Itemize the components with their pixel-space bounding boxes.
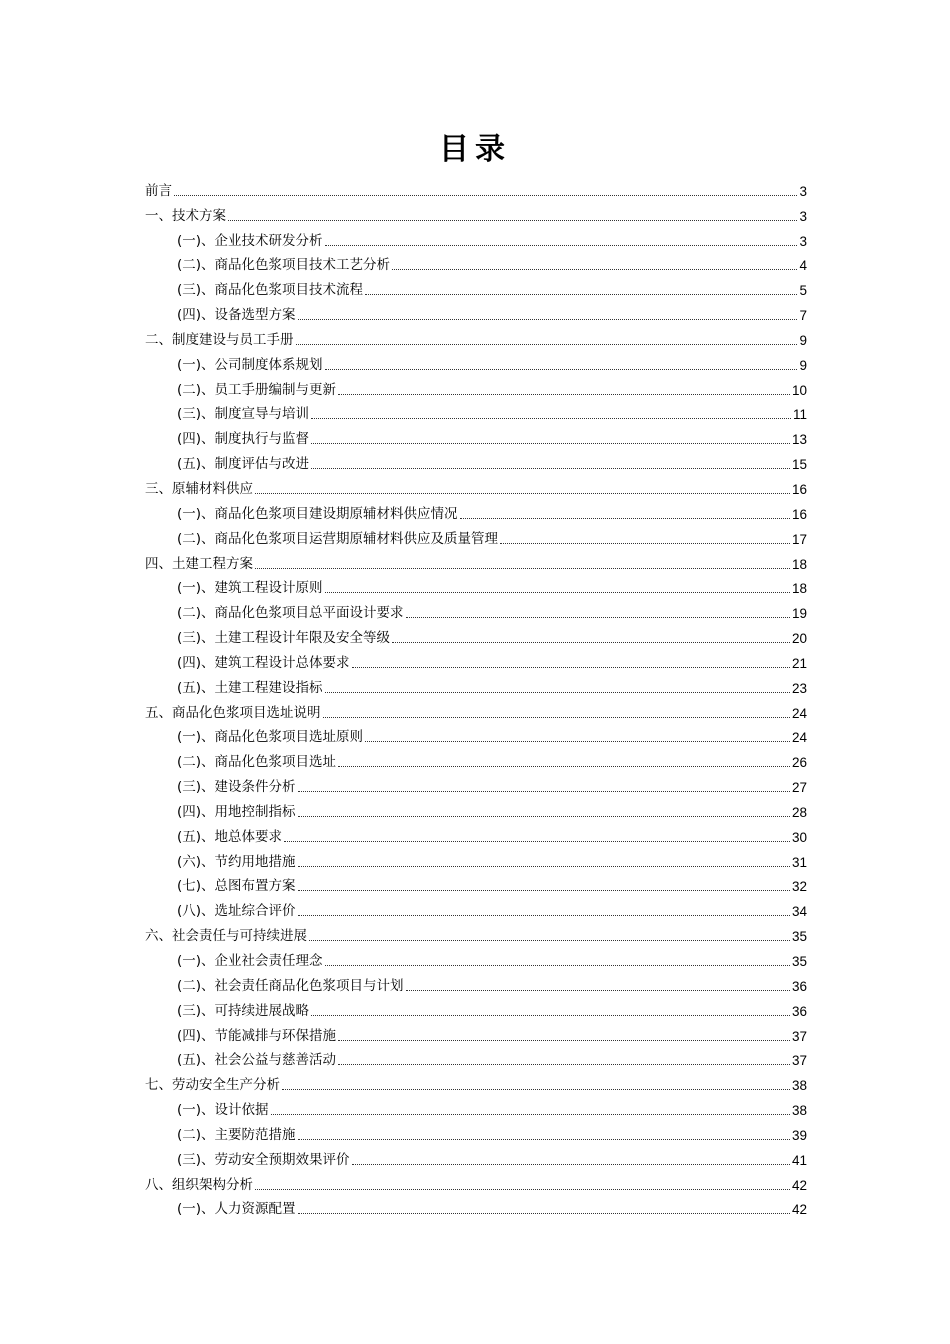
dot-leader xyxy=(298,1139,790,1140)
dot-leader xyxy=(323,717,790,718)
toc-subentry[interactable] xyxy=(145,773,807,798)
toc-subentry[interactable] xyxy=(145,1121,807,1146)
dot-leader xyxy=(338,766,790,767)
toc-subentry[interactable] xyxy=(145,1146,807,1171)
dot-leader xyxy=(325,692,790,693)
toc-page-number: 27 xyxy=(791,780,807,796)
dot-leader xyxy=(406,617,790,618)
toc-subentry[interactable] xyxy=(145,873,807,898)
toc-subentry[interactable] xyxy=(145,301,807,326)
toc-subentry[interactable] xyxy=(145,624,807,649)
toc-entry-title: 七、劳动安全生产分析 xyxy=(145,1077,280,1094)
toc-entry-title: (二)、主要防范措施 xyxy=(177,1126,296,1143)
dot-leader xyxy=(406,990,790,991)
toc-entry-title: (三)、可持续进展战略 xyxy=(177,1002,310,1019)
toc-subentry[interactable] xyxy=(145,748,807,773)
toc-page-number: 38 xyxy=(791,1103,807,1119)
toc-subentry[interactable] xyxy=(145,1196,807,1221)
dot-leader xyxy=(255,1189,790,1190)
toc-subentry[interactable] xyxy=(145,425,807,450)
toc-page-number: 35 xyxy=(791,929,807,945)
toc-entry[interactable] xyxy=(145,550,807,575)
toc-entry-title: (三)、商品化色浆项目技术流程 xyxy=(177,282,364,299)
toc-subentry[interactable] xyxy=(145,1047,807,1072)
dot-leader xyxy=(338,1064,790,1065)
toc-entry[interactable] xyxy=(145,922,807,947)
toc-page-number: 7 xyxy=(799,308,807,324)
toc-entry[interactable] xyxy=(145,202,807,227)
toc-page-number: 3 xyxy=(799,233,807,249)
dot-leader xyxy=(298,816,790,817)
dot-leader xyxy=(311,443,790,444)
toc-entry-title: (五)、土建工程建设指标 xyxy=(177,679,323,696)
toc-page-number: 18 xyxy=(791,581,807,597)
toc-subentry[interactable] xyxy=(145,500,807,525)
toc-entry-title: (四)、设备选型方案 xyxy=(177,307,296,324)
toc-page-number: 37 xyxy=(791,1053,807,1069)
toc-page-number: 41 xyxy=(791,1152,807,1168)
toc-subentry[interactable] xyxy=(145,1022,807,1047)
dot-leader xyxy=(228,220,797,221)
toc-entry-title: (三)、制度宣导与培训 xyxy=(177,406,310,423)
toc-page-number: 16 xyxy=(791,506,807,522)
toc-entry-title: (二)、员工手册编制与更新 xyxy=(177,381,337,398)
toc-page-number: 16 xyxy=(791,481,807,497)
toc-entry[interactable] xyxy=(145,177,807,202)
toc-entry-title: (二)、商品化色浆项目总平面设计要求 xyxy=(177,605,404,622)
dot-leader xyxy=(296,344,798,345)
toc-subentry[interactable] xyxy=(145,897,807,922)
toc-entry-title: (一)、公司制度体系规划 xyxy=(177,356,323,373)
dot-leader xyxy=(325,592,790,593)
dot-leader xyxy=(311,468,790,469)
toc-subentry[interactable] xyxy=(145,823,807,848)
toc-subentry[interactable] xyxy=(145,351,807,376)
toc-page-number: 21 xyxy=(791,655,807,671)
toc-page-number: 19 xyxy=(791,606,807,622)
toc-entry-title: (一)、人力资源配置 xyxy=(177,1201,296,1218)
toc-page-number: 24 xyxy=(791,705,807,721)
dot-leader xyxy=(460,518,790,519)
toc-page-number: 26 xyxy=(791,755,807,771)
toc-page-number: 23 xyxy=(791,680,807,696)
toc-page-number: 37 xyxy=(791,1028,807,1044)
toc-page-number: 30 xyxy=(791,829,807,845)
toc-page-number: 34 xyxy=(791,904,807,920)
toc-entry-title: (一)、企业技术研发分析 xyxy=(177,232,323,249)
dot-leader xyxy=(298,866,790,867)
toc-page-number: 5 xyxy=(799,283,807,299)
toc-page-number: 35 xyxy=(791,954,807,969)
toc-entry-title: (五)、社会公益与慈善活动 xyxy=(177,1052,337,1069)
toc-subentry[interactable] xyxy=(145,227,807,252)
toc-entry-title: (一)、商品化色浆项目选址原则 xyxy=(177,729,364,746)
toc-entry-title: 前言 xyxy=(145,182,172,199)
toc-entry-title: (一)、建筑工程设计原则 xyxy=(177,580,323,597)
toc-page-number: 13 xyxy=(791,432,807,448)
toc-subentry[interactable] xyxy=(145,798,807,823)
toc-entry-title: (二)、商品化色浆项目技术工艺分析 xyxy=(177,257,391,274)
toc-subentry[interactable] xyxy=(145,997,807,1022)
toc-subentry[interactable] xyxy=(145,649,807,674)
toc-entry-title: (三)、土建工程设计年限及安全等级 xyxy=(177,630,391,647)
toc-entry-title: (六)、节约用地措施 xyxy=(177,853,296,870)
toc-entry[interactable] xyxy=(145,326,807,351)
toc-page-number: 24 xyxy=(791,730,807,746)
dot-leader xyxy=(392,642,790,643)
toc-subentry[interactable] xyxy=(145,599,807,624)
toc-page-number: 11 xyxy=(792,407,807,423)
toc-page-number: 38 xyxy=(791,1078,807,1094)
toc-page-number: 42 xyxy=(791,1202,807,1218)
dot-leader xyxy=(311,418,791,419)
toc-subentry[interactable] xyxy=(145,1096,807,1121)
dot-leader xyxy=(284,841,790,842)
toc-entry-title: (一)、企业社会责任理念 xyxy=(177,953,323,969)
page-title: 目录 xyxy=(439,132,511,167)
toc-subentry[interactable] xyxy=(145,525,807,550)
toc-subentry[interactable] xyxy=(145,674,807,699)
toc-entry-title: 四、土建工程方案 xyxy=(145,555,253,572)
toc-entry-title: (四)、节能减排与环保措施 xyxy=(177,1027,337,1044)
toc-entry[interactable] xyxy=(145,1071,807,1096)
dot-leader xyxy=(352,667,790,668)
dot-leader xyxy=(325,245,798,246)
toc-entry[interactable] xyxy=(145,1171,807,1196)
toc-subentry[interactable] xyxy=(145,575,807,600)
toc-page-number: 17 xyxy=(791,531,807,547)
toc-page-number: 39 xyxy=(791,1127,807,1143)
dot-leader xyxy=(325,369,798,370)
toc-page-number: 36 xyxy=(791,1003,807,1019)
dot-leader xyxy=(255,568,790,569)
toc-entry-title: (七)、总图布置方案 xyxy=(177,878,296,895)
toc-entry-title: (三)、劳动安全预期效果评价 xyxy=(177,1151,350,1168)
toc-entry-title: (二)、社会责任商品化色浆项目与计划 xyxy=(177,977,404,994)
dot-leader xyxy=(392,269,797,270)
toc-entry-title: 五、商品化色浆项目选址说明 xyxy=(145,704,321,721)
toc-entry-title: 二、制度建设与员工手册 xyxy=(145,331,294,348)
toc-page-number: 28 xyxy=(791,804,807,820)
toc-subentry[interactable] xyxy=(145,450,807,475)
toc-entry-title: (四)、建筑工程设计总体要求 xyxy=(177,654,350,671)
dot-leader xyxy=(271,1114,790,1115)
dot-leader xyxy=(298,1213,790,1214)
toc-subentry[interactable] xyxy=(145,724,807,749)
toc-subentry[interactable] xyxy=(145,376,807,401)
toc-entry-title: (四)、用地控制指标 xyxy=(177,803,296,820)
toc-page-number: 9 xyxy=(799,357,807,373)
toc-subentry[interactable] xyxy=(145,972,807,997)
dot-leader xyxy=(365,294,797,295)
toc-page-number: 36 xyxy=(791,978,807,994)
toc-page-number: 10 xyxy=(791,382,807,398)
dot-leader xyxy=(298,319,798,320)
toc-subentry[interactable] xyxy=(145,401,807,426)
toc-entry-title: (一)、商品化色浆项目建设期原辅材料供应情况 xyxy=(177,505,458,522)
toc-page-number: 31 xyxy=(791,854,807,870)
toc-entry-title: (四)、制度执行与监督 xyxy=(177,431,310,448)
toc-entry[interactable] xyxy=(145,475,807,500)
toc-entry-title: 八、组织架构分析 xyxy=(145,1176,253,1193)
toc-entry-title: (二)、商品化色浆项目运营期原辅材料供应及质量管理 xyxy=(177,530,499,547)
toc-entry-title: (五)、制度评估与改进 xyxy=(177,456,310,473)
toc-page-number: 4 xyxy=(799,258,807,274)
toc-page-number: 20 xyxy=(791,631,807,647)
dot-leader xyxy=(365,741,790,742)
dot-leader xyxy=(298,890,790,891)
dot-leader xyxy=(309,940,790,941)
toc-page-number: 9 xyxy=(799,332,807,348)
toc-page-number: 15 xyxy=(791,457,807,473)
dot-leader xyxy=(311,1015,790,1016)
toc-subentry[interactable] xyxy=(145,947,807,972)
toc-subentry[interactable] xyxy=(145,252,807,277)
toc-entry-title: (八)、选址综合评价 xyxy=(177,903,296,920)
toc-subentry[interactable] xyxy=(145,276,807,301)
toc-page-number: 3 xyxy=(799,208,807,224)
dot-leader xyxy=(298,791,790,792)
toc-entry-title: (五)、地总体要求 xyxy=(177,828,283,845)
toc-entry[interactable] xyxy=(145,699,807,724)
toc-entry-title: (一)、设计依据 xyxy=(177,1102,269,1119)
dot-leader xyxy=(352,1164,790,1165)
toc-entry-title: 三、原辅材料供应 xyxy=(145,480,253,497)
toc-page-number: 42 xyxy=(791,1177,807,1193)
dot-leader xyxy=(338,394,790,395)
toc-entry-title: 一、技术方案 xyxy=(145,207,226,224)
toc-page-number: 3 xyxy=(799,183,807,199)
toc-subentry[interactable] xyxy=(145,848,807,873)
dot-leader xyxy=(325,965,790,966)
dot-leader xyxy=(298,915,790,916)
dot-leader xyxy=(174,195,797,196)
dot-leader xyxy=(255,493,790,494)
toc-entry-title: (三)、建设条件分析 xyxy=(177,779,296,796)
table-of-contents xyxy=(145,177,807,1220)
toc-entry-title: (二)、商品化色浆项目选址 xyxy=(177,754,337,771)
toc-page-number: 18 xyxy=(791,556,807,572)
toc-entry-title: 六、社会责任与可持续进展 xyxy=(145,928,307,945)
dot-leader xyxy=(282,1089,790,1090)
toc-page-number: 32 xyxy=(791,879,807,895)
dot-leader xyxy=(500,543,790,544)
dot-leader xyxy=(338,1040,790,1041)
